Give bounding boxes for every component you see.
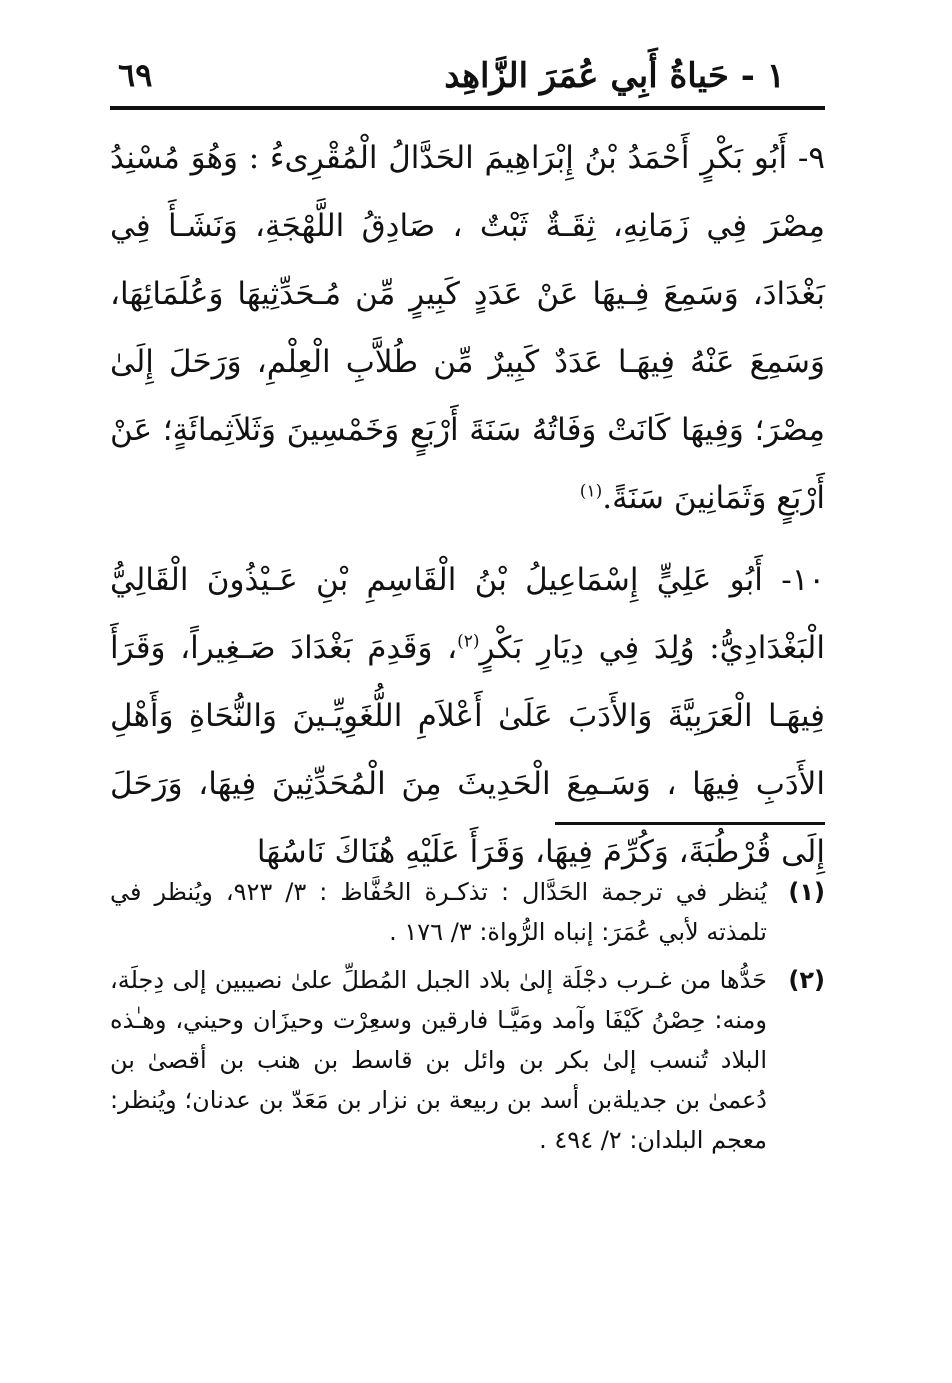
paragraph-text-end: ، وَقَدِمَ بَغْدَادَ صَـغِيراً، وَقَرَأَ فِيهَـا الْعَرَبِيَّةَ وَالأَدَبَ عَلَىٰ أَعْلاَمِ اللُّغَوِيِّـينَ وَالنُّحَاةِ وَأَهْلِ الأَدَبِ فِيهَا ، وَسَـمِعَ الْحَدِيثَ مِنَ الْمُحَدِّثِينَ فِيهَا، وَرَحَلَ إِلَى قُرْطُبَةَ، وَكُرِّمَ فِيهَا، وَقَرَأَ عَلَيْهِ هُنَاكَ نَاسُهَا bbox=[110, 630, 825, 870]
footnote-number: (٢) bbox=[788, 966, 825, 994]
paragraph-text-start: ١٠- أَبُو عَلِيٍّ إِسْمَاعِيلُ بْنُ الْقَاسِمِ بْنِ عَـيْذُونَ الْقَالِيُّ الْبَغْدَادِيُّ: وُلِدَ فِي دِيَارِ بَكْرٍ bbox=[110, 562, 825, 666]
footnote-number: (١) bbox=[788, 878, 825, 906]
footnotes bbox=[110, 872, 825, 1168]
footnote-text: يُنظر في ترجمة الحَدَّال : تذكـرة الحُفَّاظ : ٣/ ٩٢٣، ويُنظر في تلمذته لأبي عُمَرَ: إنباه الرُّواة: ٣/ ١٧٦ . bbox=[110, 878, 768, 946]
header-rule bbox=[110, 106, 825, 110]
page-header bbox=[110, 40, 825, 106]
main-text bbox=[110, 124, 825, 886]
paragraph-text: ٩- أَبُو بَكْرٍ أَحْمَدُ بْنُ إِبْرَاهِيمَ الحَدَّالُ الْمُقْرِىءُ : وَهُوَ مُسْنِدُ مِصْرَ فِي زَمَانِهِ، ثِقَـةٌ ثَبْتٌ ، صَادِقُ اللَّهْجَةِ، وَنَشَـأَ فِي بَغْدَادَ، وَسَمِعَ فِـيهَا عَنْ عَدَدٍ كَبِيرٍ مِّن مُـحَدِّثِيهَا وَعُلَمَائِهَا، وَسَمِعَ عَنْهُ فِيهَـا عَدَدٌ كَبِيرٌ مِّن طُلاَّبِ الْعِلْمِ، وَرَحَلَ إِلَىٰ مِصْرَ؛ وَفِيهَا كَانَتْ وَفَاتُهُ سَنَةَ أَرْبَعٍ وَخَمْسِينَ وَثَلاَثِمائَةٍ؛ عَنْ أَرْبَعٍ وَثَمَانِينَ سَنَةً. bbox=[110, 140, 825, 516]
footnote-separator bbox=[555, 822, 825, 825]
footnote-2 bbox=[110, 960, 825, 1160]
paragraph-entry-9 bbox=[110, 124, 825, 532]
footnote-ref-2: (٢) bbox=[457, 631, 480, 652]
footnote-text: حَدُّها من غـرب دجْلَة إلىٰ بلاد الجبل المُطلِّ علىٰ نصيبين إلى دِجلَة، ومنه: حِصْنُ كَيْفَا وآمد ومَيَّـا فارقين وسعِرْت وحيزَان وحيني، وهـٰذه البلاد تُنسب إلىٰ بكر بن وائل بن قاسط بن هنب بن أقصىٰ بن دُعمىٰ بن جديلةبن أسد بن ربيعة بن نزار بن مَعَدّ بن عدنان؛ ويُنظر: معجم البلدان: ٢/ ٤٩٤ . bbox=[110, 966, 767, 1154]
page-number: ٦٩ bbox=[118, 56, 153, 94]
running-title: ١ - حَياةُ أَبِي عُمَرَ الزَّاهِد bbox=[444, 56, 785, 96]
paragraph-entry-10 bbox=[110, 546, 825, 886]
footnote-ref-1: (١) bbox=[579, 481, 603, 502]
footnote-1 bbox=[110, 872, 825, 952]
